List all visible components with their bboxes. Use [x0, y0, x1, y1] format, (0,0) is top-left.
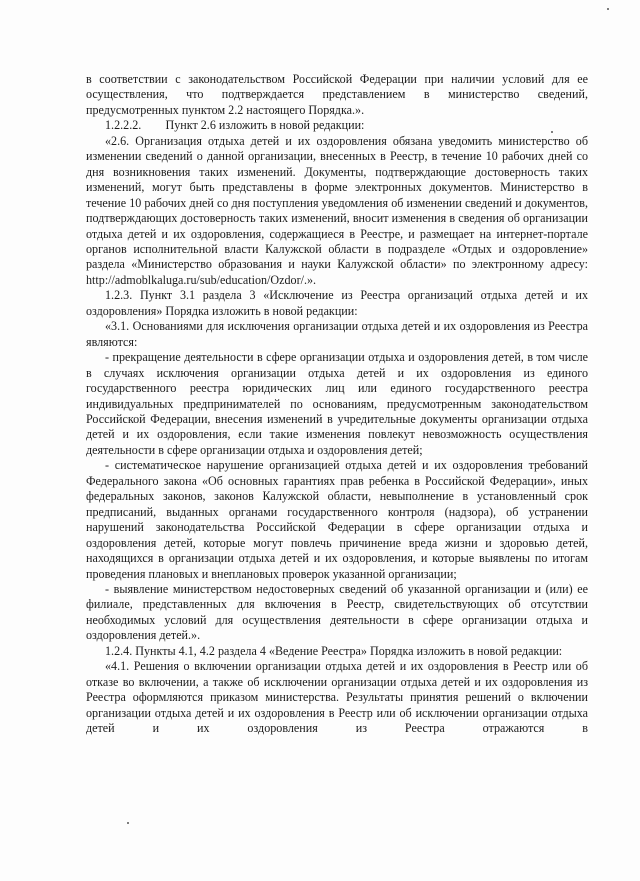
list-item-false-info: - выявление министерством недостоверных сведений об указанной организации и (или) ее филиале, представленных для включения в Реестр, свидетельствующих об отсутствии необходимых условий для осуществления деятельности в сфере организации отдыха и оздоровления детей.».	[86, 581, 588, 643]
document-body	[86, 72, 588, 736]
paragraph-item-1-2-2-2: 1.2.2.2. Пункт 2.6 изложить в новой редакции:	[105, 118, 365, 133]
paragraph-item-1-2-3: 1.2.3. Пункт 3.1 раздела 3 «Исключение из Реестра организаций отдыха детей и их оздоровления» Порядка изложить в новой редакции:	[86, 288, 588, 318]
scan-speck	[127, 822, 129, 824]
list-item-termination: - прекращение деятельности в сфере организации отдыха и оздоровления детей, в том числе в случаях исключения организации отдыха детей и их оздоровления из единого государственного реестра юридических лиц или единого государственного реестра индивидуальных предпринимателей по основаниям, предусмотренным законодательством Российской Федерации, внесения изменений в учредительные документы организации отдыха детей и их оздоровления, если такие изменения повлекут невозможность осуществления деятельности в сфере организации отдыха и оздоровления детей;	[86, 350, 588, 457]
paragraph-clause-4-1: «4.1. Решения о включении организации отдыха детей и их оздоровления в Реестр или об отказе во включении, а также об исключении организации отдыха детей и их оздоровления из Реестра оформляются приказом министерства. Результаты принятия решений о включении организации отдыха детей и их оздоровления в Реестр или об исключении организации отдыха детей и их оздоровления из Реестра отражаются в	[86, 659, 588, 736]
list-item-violation: - систематическое нарушение организацией отдыха детей и их оздоровления требований Федерального закона «Об основных гарантиях прав ребенка в Российской Федерации», иных федеральных законов, законов Калужской области, невыполнение в установленный срок предписаний, выданных органами государственного контроля (надзора), об устранении нарушений законодательства Российской Федерации в сфере организации отдыха и оздоровления детей, которые могут повлечь причинение вреда жизни и здоровью детей, находящихся в организации отдыха детей и их оздоровления, и которые выявлены по итогам проведения плановых и внеплановых проверок указанной организации;	[86, 458, 588, 581]
paragraph-clause-2-6: «2.6. Организация отдыха детей и их оздоровления обязана уведомить министерство об изменении сведений о данной организации, внесенных в Реестр, в течение 10 рабочих дней со дня возникновения таких изменений. Документы, подтверждающие достоверность таких изменений, могут быть представлены в форме электронных документов. Министерство в течение 10 рабочих дней со дня поступления уведомления об изменении сведений и документов, подтверждающих достоверность таких изменений, вносит изменения в сведения об организации отдыха детей и их оздоровления, содержащиеся в Реестре, и размещает на интернет-портале органов исполнительной власти Калужской области в подразделе «Отдых и оздоровление» раздела «Министерство образования и науки Калужской области» по электронному адресу: http://admoblkaluga.ru/sub/education/Ozdor/.».	[86, 133, 588, 287]
paragraph-item-1-2-4: 1.2.4. Пункты 4.1, 4.2 раздела 4 «Ведение Реестра» Порядка изложить в новой редакции:	[105, 643, 563, 658]
paragraph-clause-3-1: «3.1. Основаниями для исключения организации отдыха детей и их оздоровления из Реестра являются:	[86, 319, 588, 349]
paragraph-continuation: в соответствии с законодательством Российской Федерации при наличии условий для ее осуществления, что подтверждается представлением в министерство сведений, предусмотренных пунктом 2.2 настоящего Порядка.».	[86, 72, 588, 117]
scan-speck	[607, 8, 609, 10]
